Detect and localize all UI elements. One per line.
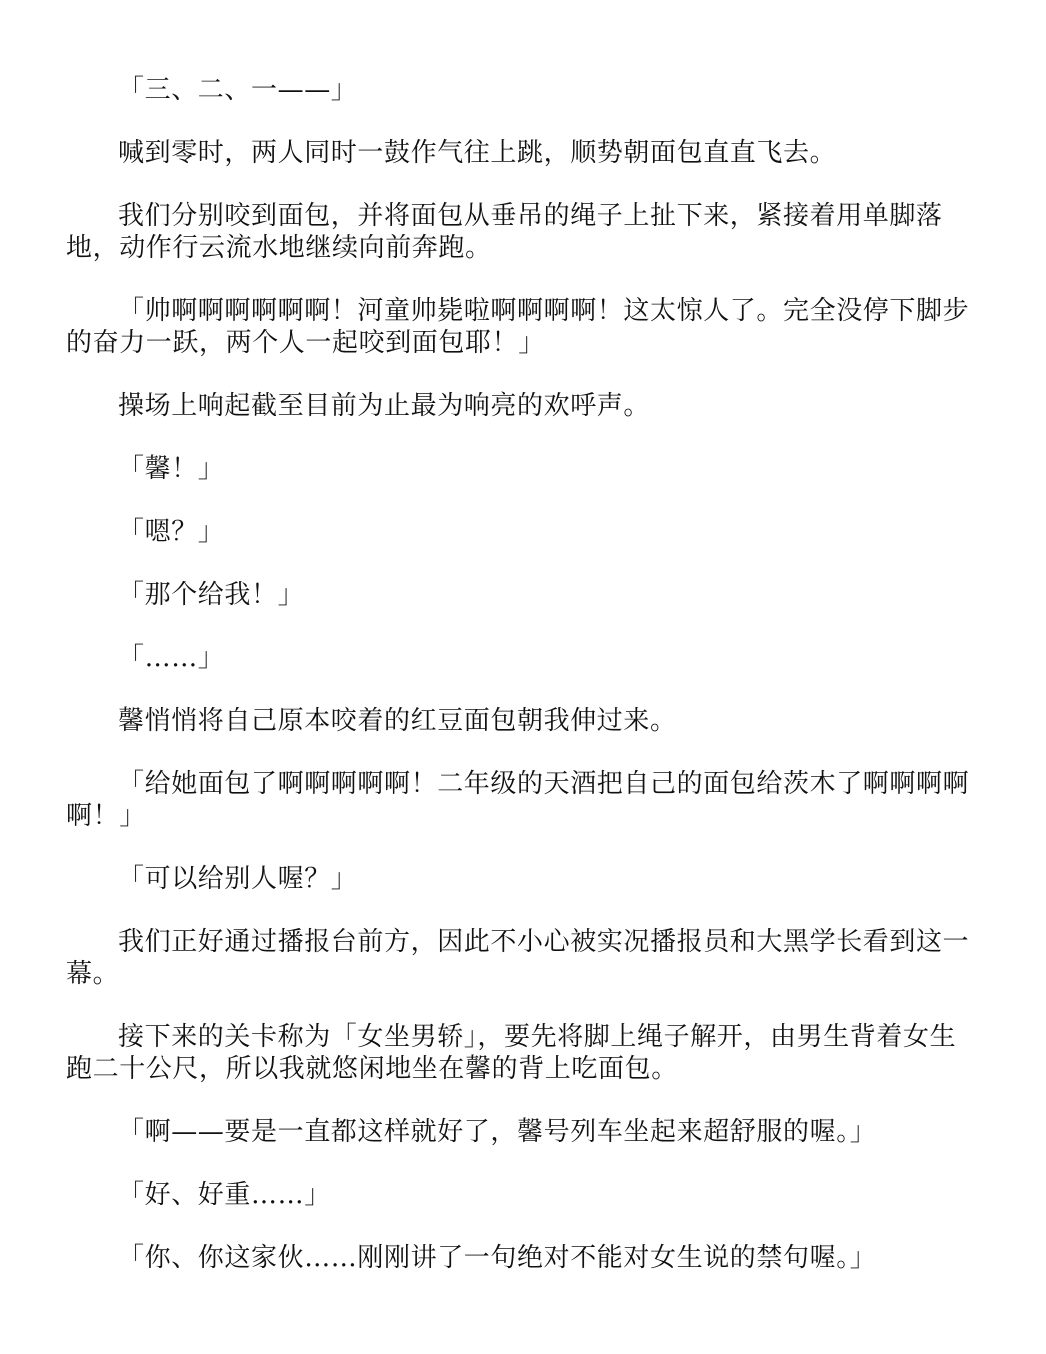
paragraph: 「啊——要是一直都这样就好了，馨号列车坐起来超舒服的喔。」	[118, 1117, 877, 1147]
paragraph: 接下来的关卡称为「女坐男轿」，要先将脚上绳子解开，由男生背着女生跑二十公尺，所以我就悠闲地坐在馨的背上吃面包。	[66, 1022, 957, 1084]
paragraph: 喊到零时，两人同时一鼓作气往上跳，顺势朝面包直直飞去。	[118, 138, 837, 168]
paragraph: 「馨！」	[118, 454, 225, 484]
paragraph: 「给她面包了啊啊啊啊啊！二年级的天酒把自己的面包给茨木了啊啊啊啊啊！」	[66, 769, 970, 831]
paragraph: 操场上响起截至目前为止最为响亮的欢呼声。	[118, 391, 651, 421]
paragraph: 「……」	[118, 643, 225, 673]
paragraph: 「可以给别人喔？」	[118, 864, 358, 894]
document-page	[66, 74, 976, 1305]
paragraph: 馨悄悄将自己原本咬着的红豆面包朝我伸过来。	[118, 706, 677, 736]
paragraph: 「你、你这家伙……刚刚讲了一句绝对不能对女生说的禁句喔。」	[118, 1243, 877, 1273]
paragraph: 「那个给我！」	[118, 580, 305, 610]
paragraph: 「好、好重……」	[118, 1180, 331, 1210]
paragraph: 「帅啊啊啊啊啊啊！河童帅毙啦啊啊啊啊！这太惊人了。完全没停下脚步的奋力一跃，两个人一起咬到面包耶！」	[66, 296, 970, 358]
paragraph: 「三、二、一——」	[118, 75, 358, 105]
paragraph: 我们正好通过播报台前方，因此不小心被实况播报员和大黑学长看到这一幕。	[66, 927, 970, 989]
paragraph: 我们分别咬到面包，并将面包从垂吊的绳子上扯下来，紧接着用单脚落地，动作行云流水地继续向前奔跑。	[66, 201, 943, 263]
paragraph: 「嗯？」	[118, 517, 225, 547]
